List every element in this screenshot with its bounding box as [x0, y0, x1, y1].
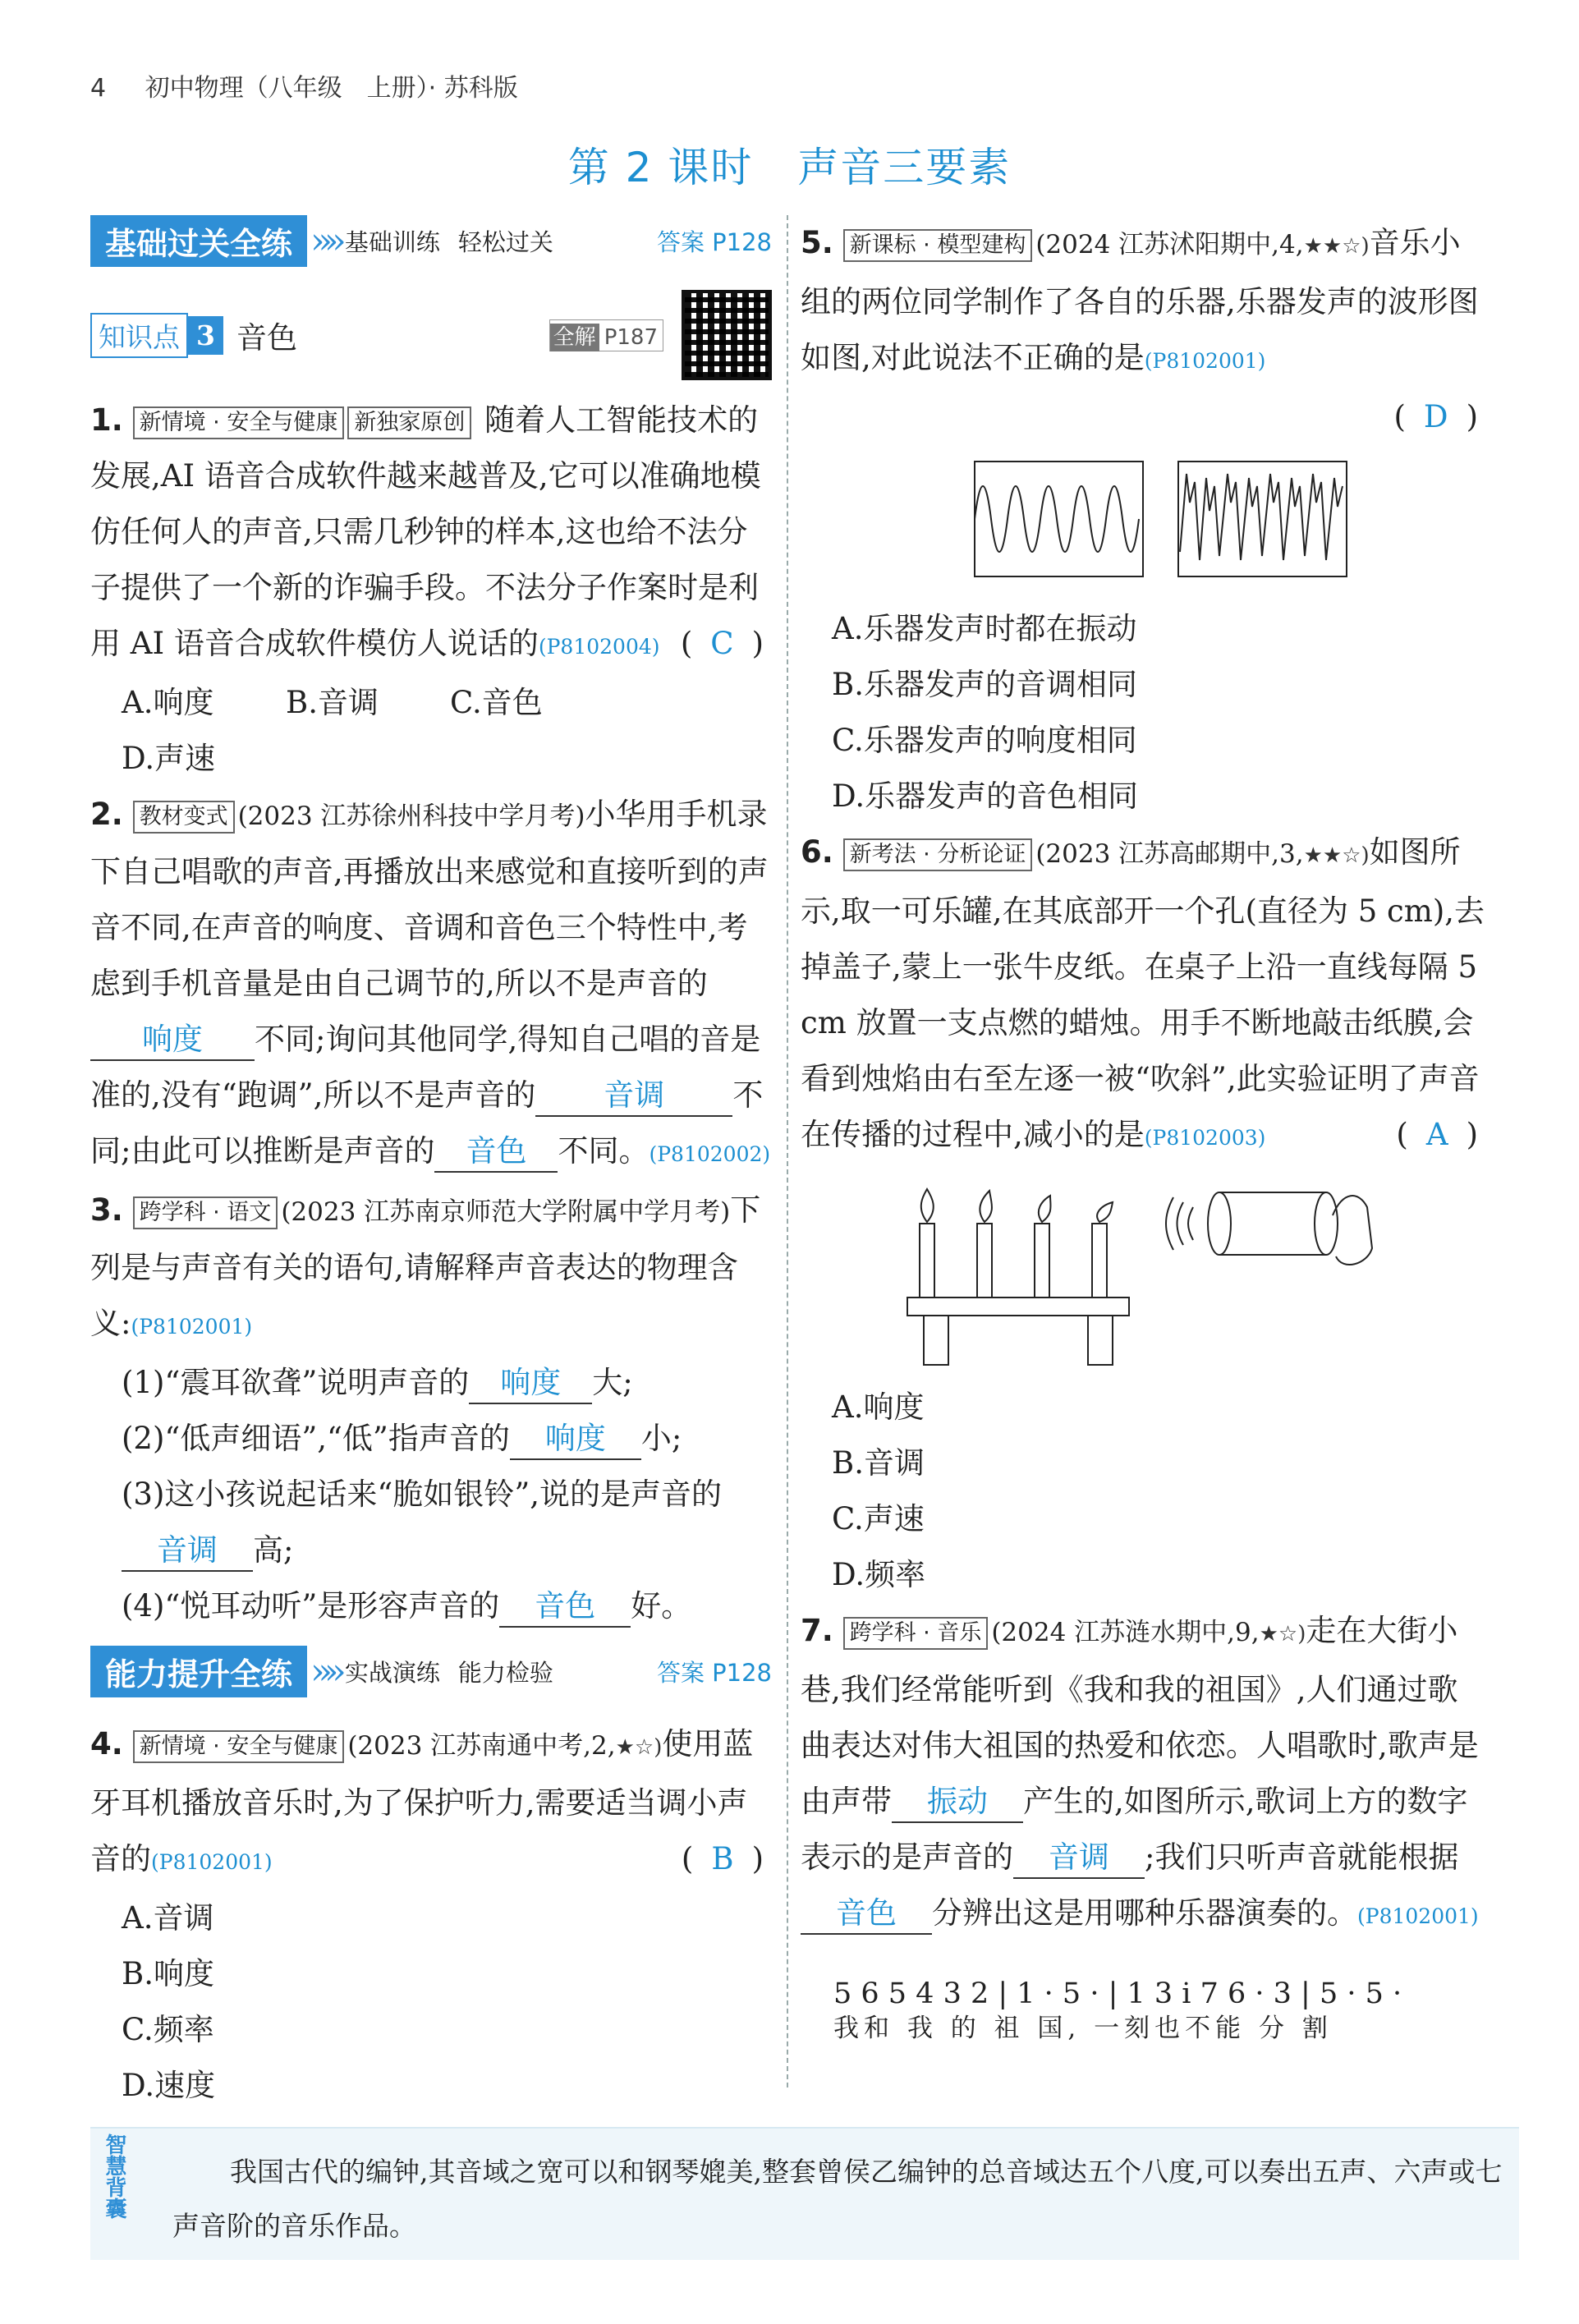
section-sub: 基础训练 [344, 227, 440, 256]
question-number: 2. [90, 797, 123, 832]
answer-choice: A [1425, 1117, 1448, 1152]
chevron-icon: »» [310, 219, 338, 262]
right-column [801, 215, 1486, 2044]
answer-blank: 音色 [499, 1587, 631, 1628]
answer-blank: 音调 [1013, 1838, 1145, 1879]
option: C.声速 [832, 1501, 925, 1536]
difficulty-stars-icon: ★☆) [1259, 1622, 1306, 1647]
question-3 [90, 1183, 772, 1355]
question-code: (P8102003) [1144, 1126, 1266, 1150]
options-q4 [90, 1890, 772, 2114]
answer-choice: D [1423, 399, 1448, 434]
question-text: 下列是与声音有关的语句,请解释声音表达的物理含义: [90, 1192, 761, 1341]
question-text: 如图所示,取一可乐罐,在其底部开一个孔(直径为 5 cm),去掉盖子,蒙上一张牛皮纸。在桌子上沿一直线每隔 5 cm 放置一支点燃的蜡烛。用手不断地敲击纸膜,会看到烛焰由右至左逐一被“吹斜”,此实验证明了声音在传播的过程中,减小的是 [801, 834, 1485, 1152]
option: B.乐器发声的音调相同 [832, 667, 1137, 702]
question-source: (2023 江苏高邮期中,3, [1035, 839, 1304, 869]
question-5 [801, 215, 1486, 445]
page-number: 4 [90, 74, 107, 103]
waveform-figure [801, 453, 1486, 593]
section-tag: 能力提升全练 [90, 1646, 307, 1697]
question-tag: 新情境 · 安全与健康 [133, 406, 345, 439]
question-text: 走在大街小巷,我们经常能听到《我和我的祖国》,人们通过歌曲表达对伟大祖国的热爱和依恋。人唱歌时,歌声是由声带 [801, 1613, 1479, 1819]
answer-ref: 答案 P128 [656, 1658, 772, 1687]
candle [977, 1224, 992, 1297]
question-4 [90, 1716, 772, 1890]
kp-name: 音色 [236, 320, 297, 356]
options-q1 [90, 675, 772, 787]
full-page: P187 [604, 324, 658, 350]
option: B.音调 [832, 1445, 925, 1481]
flame-icon [1097, 1202, 1113, 1222]
flame-icon [1039, 1196, 1051, 1222]
option: A.响度 [832, 1389, 925, 1425]
hand-icon [1333, 1196, 1372, 1265]
section-sub: 能力检验 [457, 1658, 553, 1687]
question-text: 音乐小组的两位同学制作了各自的乐器,乐器发声的波形图如图,对此说法不正确的是 [801, 225, 1479, 375]
complex-wave [1180, 474, 1343, 560]
left-column [90, 215, 772, 2114]
full-label: 全解 [550, 324, 599, 351]
question-code: (P8102001) [1357, 1904, 1479, 1928]
chevron-icon: »» [310, 1650, 338, 1692]
question-2 [90, 787, 772, 1183]
question-tag: 跨学科 · 音乐 [843, 1617, 989, 1650]
question-number: 3. [90, 1192, 123, 1228]
column-divider [787, 215, 788, 2087]
knowledge-point-header [90, 286, 772, 384]
option: D.乐器发声的音色相同 [832, 778, 1139, 814]
can-membrane [1315, 1192, 1338, 1255]
answer-ref: 答案 P128 [656, 227, 772, 256]
can-hole [1208, 1192, 1231, 1255]
table-top [907, 1297, 1129, 1316]
question-number: 1. [90, 402, 123, 438]
answer-bracket: ( C ) [680, 626, 764, 661]
answer-choice: C [710, 626, 734, 661]
item-text: (3)这小孩说起话来“脆如银铃”,说的是声音的 [122, 1477, 723, 1512]
candle [1035, 1224, 1049, 1297]
full-solution-ref [549, 319, 663, 351]
candle [1092, 1224, 1107, 1297]
candle [920, 1224, 934, 1297]
question-number: 4. [90, 1726, 123, 1761]
musical-notation: 5 6 5 4 3 2 | 1 · 5 · | 1 3 i 7 6 · 3 | 5 · 5 · [833, 1977, 1402, 2010]
waveform-svg [801, 453, 1486, 593]
table-leg [924, 1316, 948, 1365]
question-source: (2023 江苏徐州科技中学月考) [237, 801, 585, 831]
item-text: 大; [592, 1365, 633, 1400]
flame-icon [980, 1191, 992, 1222]
question-tag: 新独家原创 [347, 406, 471, 439]
question-code: (P8102001) [131, 1315, 253, 1339]
options-q5 [801, 601, 1486, 824]
question-tag: 新课标 · 模型建构 [843, 229, 1033, 262]
question-text: 小华用手机录下自己唱歌的声音,再播放出来感觉和直接听到的声音不同,在声音的响度、音调和音色三个特性中,考虑到手机音量是由自己调节的,所以不是声音的 [90, 797, 769, 1001]
question-6 [801, 824, 1486, 1166]
answer-bracket: ( A ) [1396, 1117, 1478, 1152]
question-text: 使用蓝牙耳机播放音乐时,为了保护听力,需要适当调小声音的 [90, 1726, 754, 1876]
question-text: 不同。 [558, 1133, 650, 1169]
answer-blank: 振动 [892, 1782, 1023, 1823]
sound-wave-icon [1166, 1197, 1193, 1250]
option: D.速度 [122, 2068, 216, 2103]
option: A.响度 [122, 685, 214, 720]
difficulty-stars-icon: ★☆) [615, 1735, 663, 1760]
lesson-title [0, 135, 1579, 194]
question-code: (P8102001) [1144, 349, 1266, 373]
score-figure [801, 1977, 1486, 2044]
kp-label: 知识点 [90, 313, 188, 358]
question-3-item [90, 1411, 772, 1467]
page-header [90, 67, 518, 103]
answer-bracket: ( B ) [681, 1841, 764, 1876]
can-body [1219, 1192, 1326, 1255]
answer-row [801, 389, 1486, 445]
kp-number: 3 [188, 316, 223, 355]
question-text: 不同;询问其他同学,得知自己唱的音是准的,没有“跑调”,所以不是声音的 [90, 1022, 761, 1113]
answer-choice: B [711, 1841, 734, 1876]
question-code: (P8102001) [151, 1850, 273, 1874]
option: C.乐器发声的响度相同 [832, 723, 1137, 758]
answer-blank: 响度 [469, 1363, 592, 1404]
item-text: (2)“低声细语”,“低”指声音的 [122, 1421, 510, 1456]
question-text: 产生的,如图所示,歌词上方的数字表示的是声音的 [801, 1784, 1468, 1875]
answer-blank: 音调 [535, 1076, 732, 1117]
question-number: 5. [801, 225, 833, 260]
difficulty-stars-icon: ★★☆) [1303, 843, 1370, 868]
difficulty-stars-icon: ★★☆) [1303, 234, 1370, 259]
waveform-box-1 [975, 462, 1143, 576]
question-source: (2024 江苏涟水期中,9, [991, 1618, 1260, 1647]
option: B.音调 [286, 685, 379, 720]
lesson-part: 第 2 课时 [567, 144, 754, 191]
question-text: ;我们只听声音就能根据 [1145, 1839, 1459, 1875]
question-code: (P8102004) [538, 635, 660, 659]
answer-blank: 音色 [434, 1132, 558, 1173]
candle-svg [801, 1174, 1486, 1371]
question-number: 6. [801, 834, 833, 870]
question-source: (2024 江苏沭阳期中,4, [1035, 230, 1304, 259]
answer-blank: 音调 [122, 1531, 253, 1572]
options-q6 [801, 1380, 1486, 1603]
section-tag: 基础过关全练 [90, 215, 307, 267]
answer-blank: 响度 [510, 1419, 641, 1460]
candle-experiment-figure [801, 1174, 1486, 1371]
item-text: 高; [253, 1532, 294, 1568]
question-text: 不同;由此可以推断是声音的 [90, 1077, 764, 1169]
option: C.音色 [450, 685, 543, 720]
question-1 [90, 393, 772, 675]
sine-wave [975, 486, 1139, 552]
option: D.频率 [832, 1557, 926, 1592]
answer-blank: 响度 [90, 1020, 255, 1061]
note-text: 我国古代的编钟,其音域之宽可以和钢琴媲美,整套曾侯乙编钟的总音域达五个八度,可以奏出五声、六声或七声音阶的音乐作品。 [172, 2156, 1503, 2242]
answer-bracket: ( D ) [1393, 399, 1478, 434]
item-text: 好。 [631, 1588, 692, 1624]
table-leg [1088, 1316, 1113, 1365]
section-banner-advanced [90, 1646, 772, 1697]
question-3-item [90, 1355, 772, 1411]
option: A.乐器发声时都在振动 [832, 611, 1137, 646]
qr-code-icon[interactable] [682, 290, 772, 380]
section-sub: 轻松过关 [457, 227, 553, 256]
question-7 [801, 1603, 1486, 1945]
option: A.音调 [122, 1900, 214, 1936]
song-lyrics: 我和 我 的 祖 国, 一刻也不能 分 割 [833, 2014, 1333, 2043]
question-3-item [90, 1578, 772, 1634]
question-tag: 跨学科 · 语文 [133, 1196, 278, 1229]
option: B.响度 [122, 1956, 214, 1991]
question-code: (P8102002) [649, 1142, 771, 1166]
question-text: 分辨出这是用哪种乐器演奏的。 [932, 1895, 1357, 1931]
item-text: (4)“悦耳动听”是形容声音的 [122, 1588, 500, 1624]
answer-blank: 音色 [801, 1894, 932, 1935]
question-text: 随着人工智能技术的发展,AI 语音合成软件越来越普及,它可以准确地模仿任何人的声音,只需几秒钟的样本,这也给不法分子提供了一个新的诈骗手段。不法分子作案时是利用 AI 语音合成软件模仿人说话的 [90, 402, 761, 661]
book-title: 初中物理（八年级 上册）· 苏科版 [145, 74, 518, 103]
section-sub: 实战演练 [344, 1658, 440, 1687]
question-number: 7. [801, 1613, 833, 1648]
question-tag: 新考法 · 分析论证 [843, 838, 1033, 871]
question-3-item [90, 1467, 772, 1578]
flame-icon [921, 1189, 934, 1222]
lesson-name: 声音三要素 [797, 144, 1012, 191]
question-tag: 教材变式 [133, 801, 235, 834]
wisdom-note [90, 2127, 1519, 2260]
question-source: (2023 江苏南通中考,2, [347, 1731, 616, 1761]
section-banner-basic [90, 215, 772, 266]
question-tag: 新情境 · 安全与健康 [133, 1730, 345, 1763]
item-text: (1)“震耳欲聋”说明声音的 [122, 1365, 470, 1400]
item-text: 小; [640, 1421, 682, 1456]
question-source: (2023 江苏南京师范大学附属中学月考) [281, 1197, 731, 1227]
option: C.频率 [122, 2012, 214, 2047]
option: D.声速 [122, 741, 216, 776]
note-side-label: 智慧背囊 [102, 2133, 126, 2219]
